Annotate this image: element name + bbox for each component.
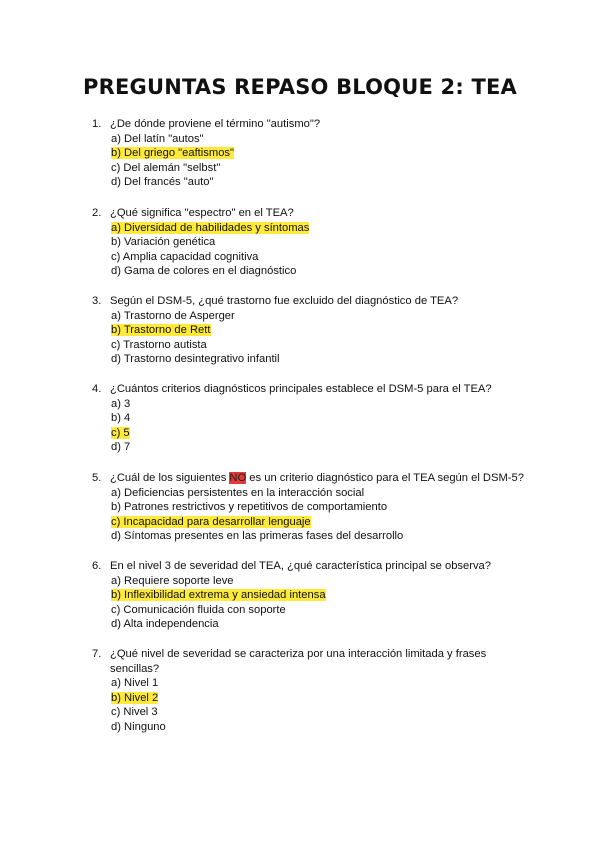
question-number: 3. bbox=[92, 295, 102, 307]
question-7 bbox=[92, 647, 532, 735]
question-text: ¿Qué significa "espectro" en el TEA? bbox=[110, 207, 294, 219]
question-5 bbox=[92, 471, 532, 544]
question-2 bbox=[92, 206, 532, 279]
question-number: 6. bbox=[92, 560, 102, 572]
option-c-correct: c) Incapacidad para desarrollar lenguaje bbox=[111, 515, 311, 528]
question-4 bbox=[92, 382, 532, 455]
option-a: a) Trastorno de Asperger bbox=[111, 309, 235, 322]
option-a: a) Del latín "autos" bbox=[111, 132, 204, 145]
option-a-correct: a) Diversidad de habilidades y síntomas bbox=[111, 221, 310, 234]
option-b-correct: b) Inflexibilidad extrema y ansiedad intensa bbox=[111, 589, 326, 602]
question-number: 5. bbox=[92, 472, 102, 484]
option-b-correct: b) Del griego "eaftismos" bbox=[111, 147, 234, 160]
page-title: PREGUNTAS REPASO BLOQUE 2: TEA bbox=[83, 75, 517, 99]
question-text: ¿Cuántos criterios diagnósticos principales establece el DSM-5 para el TEA? bbox=[110, 383, 492, 395]
option-d: d) Ninguno bbox=[111, 720, 166, 733]
question-text: ¿De dónde proviene el término "autismo"? bbox=[110, 118, 321, 130]
negation-mark: NO bbox=[229, 472, 247, 484]
option-a: a) Deficiencias persistentes en la interacción social bbox=[111, 486, 365, 499]
question-text: ¿Qué nivel de severidad se caracteriza por una interacción limitada y frases sencillas? bbox=[110, 648, 487, 675]
option-c: c) Comunicación fluida con soporte bbox=[111, 603, 286, 616]
question-number: 4. bbox=[92, 383, 102, 395]
option-a: a) Nivel 1 bbox=[111, 677, 159, 690]
option-c: c) Amplia capacidad cognitiva bbox=[111, 250, 259, 263]
question-text: Según el DSM-5, ¿qué trastorno fue excluido del diagnóstico de TEA? bbox=[110, 295, 459, 307]
option-b-correct: b) Trastorno de Rett bbox=[111, 324, 211, 337]
option-b-correct: b) Nivel 2 bbox=[111, 691, 159, 704]
question-1 bbox=[92, 117, 532, 190]
option-b: b) Variación genética bbox=[111, 236, 216, 249]
option-b: b) 4 bbox=[111, 412, 131, 425]
question-3 bbox=[92, 294, 532, 367]
question-number: 2. bbox=[92, 207, 102, 219]
option-a: a) Requiere soporte leve bbox=[111, 574, 234, 587]
option-a: a) 3 bbox=[111, 397, 131, 410]
option-c-correct: c) 5 bbox=[111, 426, 130, 439]
question-text: ¿Cuál de los siguientes NO es un criterio diagnóstico para el TEA según el DSM-5? bbox=[110, 472, 524, 484]
option-d: d) Gama de colores en el diagnóstico bbox=[111, 265, 297, 278]
option-d: d) Trastorno desintegrativo infantil bbox=[111, 353, 280, 366]
question-text: En el nivel 3 de severidad del TEA, ¿qué característica principal se observa? bbox=[110, 560, 491, 572]
option-d: d) Alta independencia bbox=[111, 618, 219, 631]
option-c: c) Del alemán "selbst" bbox=[111, 161, 221, 174]
option-c: c) Trastorno autista bbox=[111, 338, 207, 351]
option-c: c) Nivel 3 bbox=[111, 706, 158, 719]
option-b: b) Patrones restrictivos y repetitivos de comportamiento bbox=[111, 501, 388, 514]
question-number: 7. bbox=[92, 648, 102, 660]
option-d: d) Síntomas presentes en las primeras fases del desarrollo bbox=[111, 530, 404, 543]
question-number: 1. bbox=[92, 118, 102, 130]
option-d: d) 7 bbox=[111, 441, 131, 454]
question-6 bbox=[92, 559, 532, 632]
option-d: d) Del francés "auto" bbox=[111, 176, 214, 189]
